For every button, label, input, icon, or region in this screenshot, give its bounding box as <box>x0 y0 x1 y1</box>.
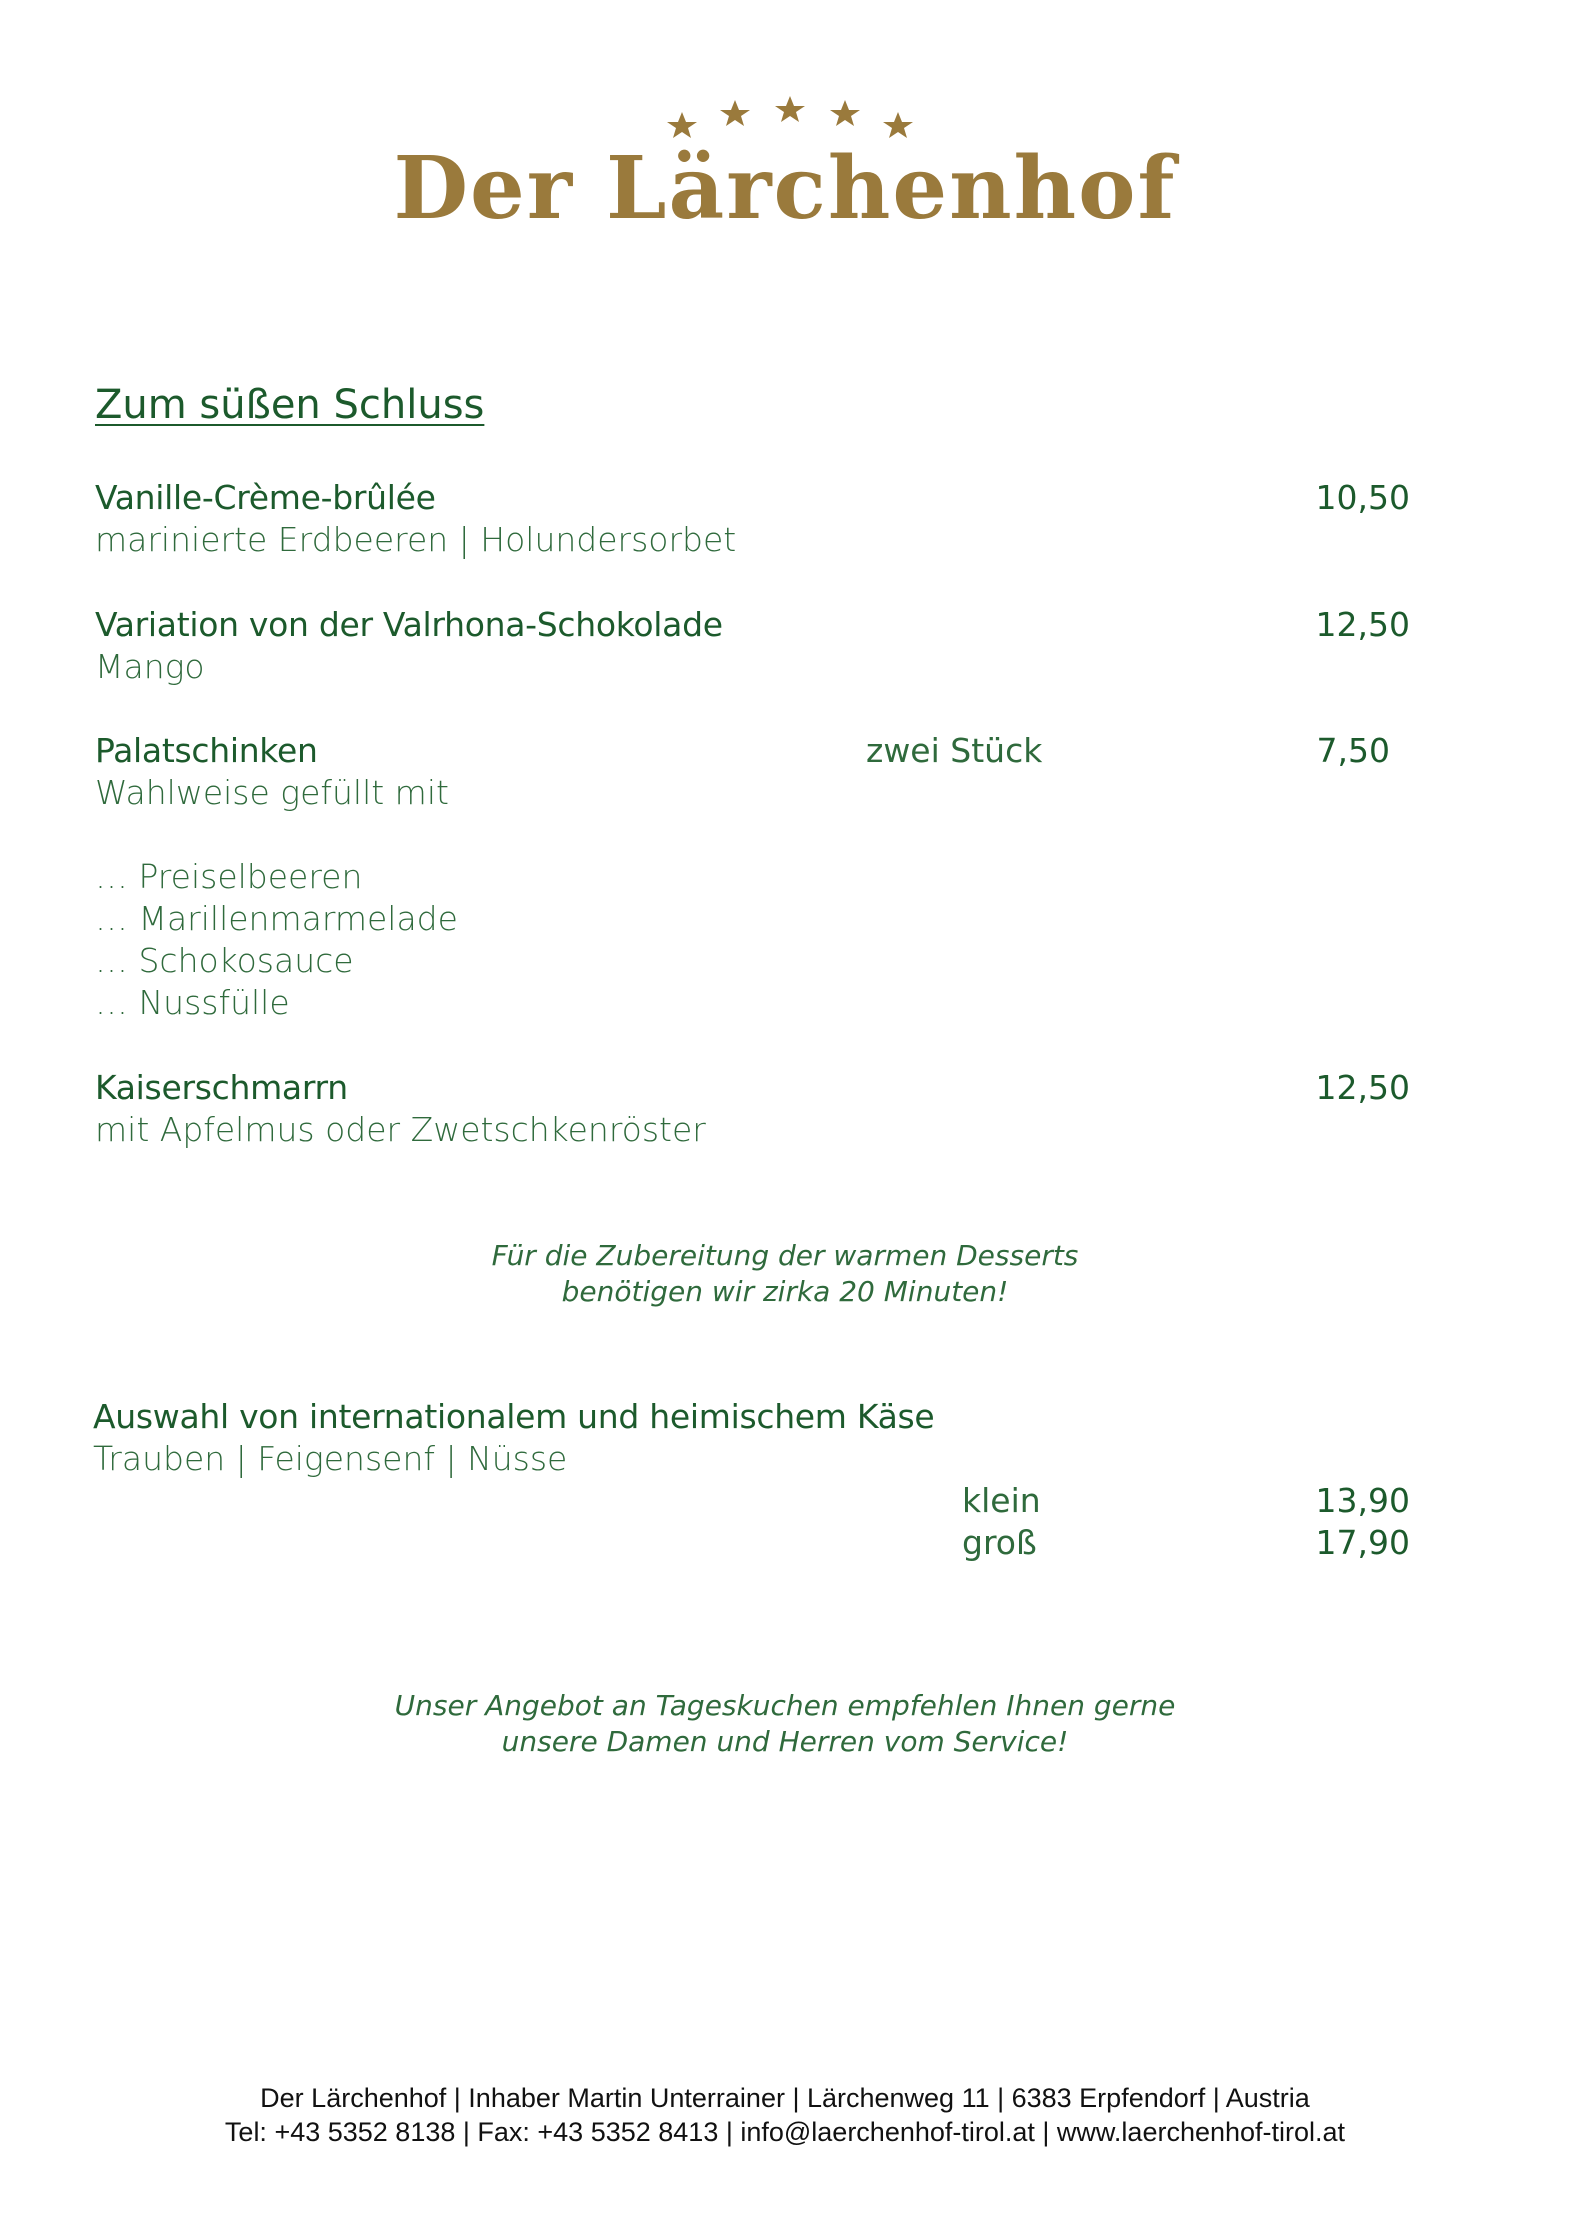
item-subtitle: marinierte Erdbeeren | Holundersorbet <box>95 520 737 559</box>
item-price: 7,50 <box>1316 731 1390 770</box>
filling-option: … Marillenmarmelade <box>95 899 458 938</box>
item-title: Palatschinken <box>95 731 318 770</box>
item-price: 12,50 <box>1315 605 1410 644</box>
size-price: 17,90 <box>1315 1523 1410 1562</box>
item-subtitle: Wahlweise gefüllt mit <box>95 773 449 812</box>
item-title: Vanille-Crème-brûlée <box>95 478 436 517</box>
size-label: klein <box>962 1481 1041 1520</box>
size-price: 13,90 <box>1315 1481 1410 1520</box>
filling-option: … Schokosauce <box>95 941 354 980</box>
note-line: Für die Zubereitung der warmen Desserts <box>491 1239 1079 1272</box>
star-icon <box>667 112 697 138</box>
item-title: Variation von der Valrhona-Schokolade <box>95 605 723 644</box>
item-price: 10,50 <box>1315 478 1410 517</box>
cheese-subtitle: Trauben | Feigensenf | Nüsse <box>93 1439 568 1478</box>
filling-option: … Preiselbeeren <box>95 857 363 896</box>
item-title: Kaiserschmarrn <box>95 1068 348 1107</box>
star-icon <box>775 96 805 122</box>
logo-wordmark: Der Lärchenhof <box>393 138 1177 239</box>
size-label: groß <box>962 1523 1037 1562</box>
item-subtitle: Mango <box>95 647 205 686</box>
filling-option: … Nussfülle <box>95 983 290 1022</box>
star-icon <box>720 100 750 126</box>
item-quantity: zwei Stück <box>866 731 1043 770</box>
cake-note <box>0 1688 1570 1760</box>
note-line: benötigen wir zirka 20 Minuten! <box>561 1275 1009 1308</box>
footer-contact: Tel: +43 5352 8138 | Fax: +43 5352 8413 | info@laerchenhof-tirol.at | www.laerchenhof-tirol.at <box>224 2117 1346 2147</box>
item-price: 12,50 <box>1315 1068 1410 1107</box>
section-heading: Zum süßen Schluss <box>95 382 485 428</box>
star-icon <box>883 112 913 138</box>
footer <box>0 2081 1570 2149</box>
warm-dessert-note <box>0 1238 1570 1310</box>
cheese-title: Auswahl von internationalem und heimischem Käse <box>93 1397 935 1436</box>
item-subtitle: mit Apfelmus oder Zwetschkenröster <box>95 1110 706 1149</box>
note-line: unsere Damen und Herren vom Service! <box>501 1725 1069 1758</box>
note-line: Unser Angebot an Tageskuchen empfehlen Ihnen gerne <box>394 1689 1176 1722</box>
star-icon <box>830 100 860 126</box>
footer-address: Der Lärchenhof | Inhaber Martin Unterrainer | Lärchenweg 11 | 6383 Erpfendorf | Austria <box>260 2083 1310 2113</box>
